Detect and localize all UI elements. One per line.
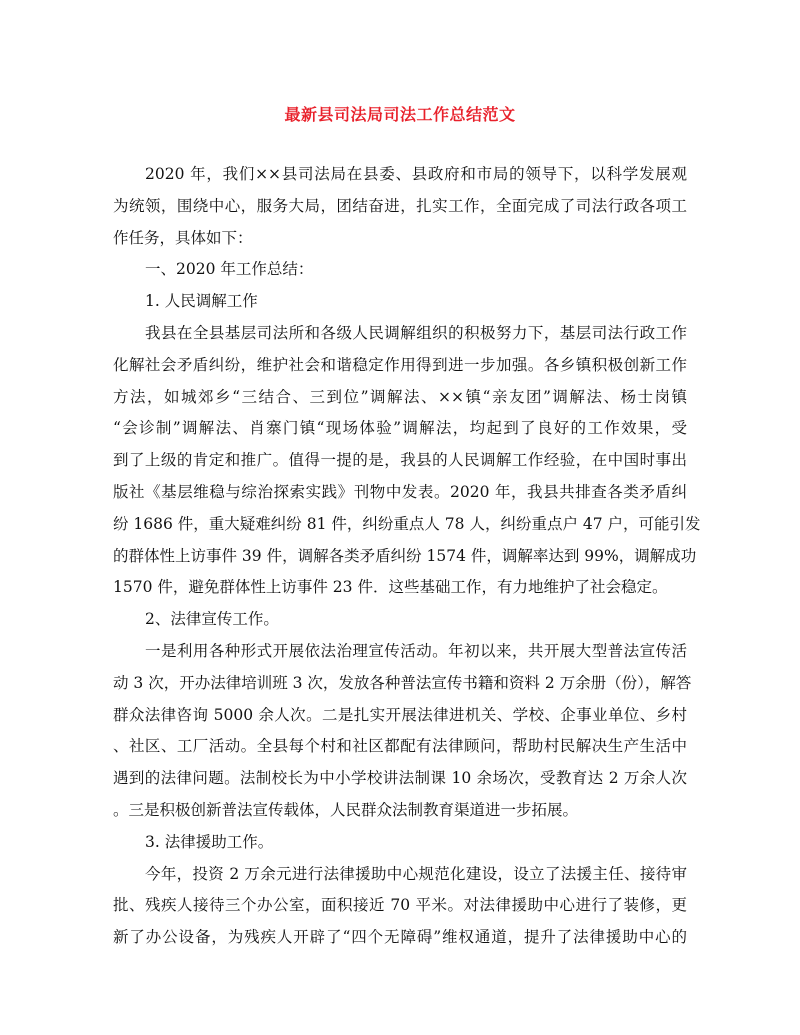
body-line: 、社区、工厂活动。全县每个村和社区都配有法律顾问，帮助村民解决生产生活中 bbox=[113, 737, 687, 756]
body-line: 群众法律咨询 5000 余人次。二是扎实开展法律进机关、学校、企事业单位、乡村 bbox=[113, 705, 687, 724]
body-line: 我县在全县基层司法所和各级人民调解组织的积极努力下，基层司法行政工作 bbox=[145, 324, 687, 342]
body-line: 今年，投资 2 万余元进行法律援助中心规范化建设，设立了法援主任、接待审 bbox=[145, 864, 687, 883]
body-line: 遇到的法律问题。法制校长为中小学校讲法制课 10 余场次，受教育达 2 万余人次 bbox=[113, 769, 687, 788]
body-line: 化解社会矛盾纠纷，维护社会和谐稳定作用得到进一步加强。各乡镇积极创新工作 bbox=[113, 355, 687, 374]
body-line: 2020 年，我们××县司法局在县委、县政府和市局的领导下，以科学发展观 bbox=[145, 165, 687, 183]
body-line: 纷 1686 件，重大疑难纠纷 81 件，纠纷重点人 78 人，纠纷重点户 47 户，可能引发 bbox=[113, 514, 701, 533]
body-line: 新了办公设备，为残疾人开辟了“四个无障碍”维权通道，提升了法律援助中心的 bbox=[113, 928, 687, 947]
body-line: 批、残疾人接待三个办公室，面积接近 70 平米。对法律援助中心进行了装修，更 bbox=[113, 896, 687, 915]
body-line: “会诊制”调解法、肖寨门镇“现场体验”调解法，均起到了良好的工作效果，受 bbox=[113, 419, 687, 438]
body-line: 1570 件，避免群体性上访事件 23 件．这些基础工作，有力地维护了社会稳定。 bbox=[113, 578, 668, 597]
body-line: 一是利用各种形式开展依法治理宣传活动。年初以来，共开展大型普法宣传活 bbox=[145, 642, 687, 660]
body-line: 一、2020 年工作总结： bbox=[145, 260, 314, 279]
body-line: 到了上级的肯定和推广。值得一提的是，我县的人民调解工作经验，在中国时事出 bbox=[113, 451, 687, 470]
body-line: 3. 法律援助工作。 bbox=[145, 832, 274, 851]
body-line: 为统领，围绕中心，服务大局，团结奋进，扎实工作，全面完成了司法行政各项工 bbox=[113, 196, 687, 215]
body-line: 版社《基层维稳与综治探索实践》刊物中发表。2020 年，我县共排查各类矛盾纠 bbox=[113, 483, 687, 501]
body-line: 2、法律宣传工作。 bbox=[145, 610, 279, 629]
body-line: 的群体性上访事件 39 件，调解各类矛盾纠纷 1574 件，调解率达到 99%，调解成功 bbox=[113, 546, 697, 565]
body-line: 方法，如城郊乡“三结合、三到位”调解法、××镇“亲友团”调解法、杨士岗镇 bbox=[113, 387, 687, 406]
body-line: 1. 人民调解工作 bbox=[145, 292, 258, 311]
body-line: 作任务，具体如下： bbox=[113, 228, 253, 247]
body-line: 。三是积极创新普法宣传载体，人民群众法制教育渠道进一步拓展。 bbox=[113, 801, 579, 819]
body-line: 动 3 次，开办法律培训班 3 次，发放各种普法宣传书籍和资料 2 万余册（份），解答 bbox=[113, 673, 692, 692]
document-title: 最新县司法局司法工作总结范文 bbox=[284, 105, 516, 124]
